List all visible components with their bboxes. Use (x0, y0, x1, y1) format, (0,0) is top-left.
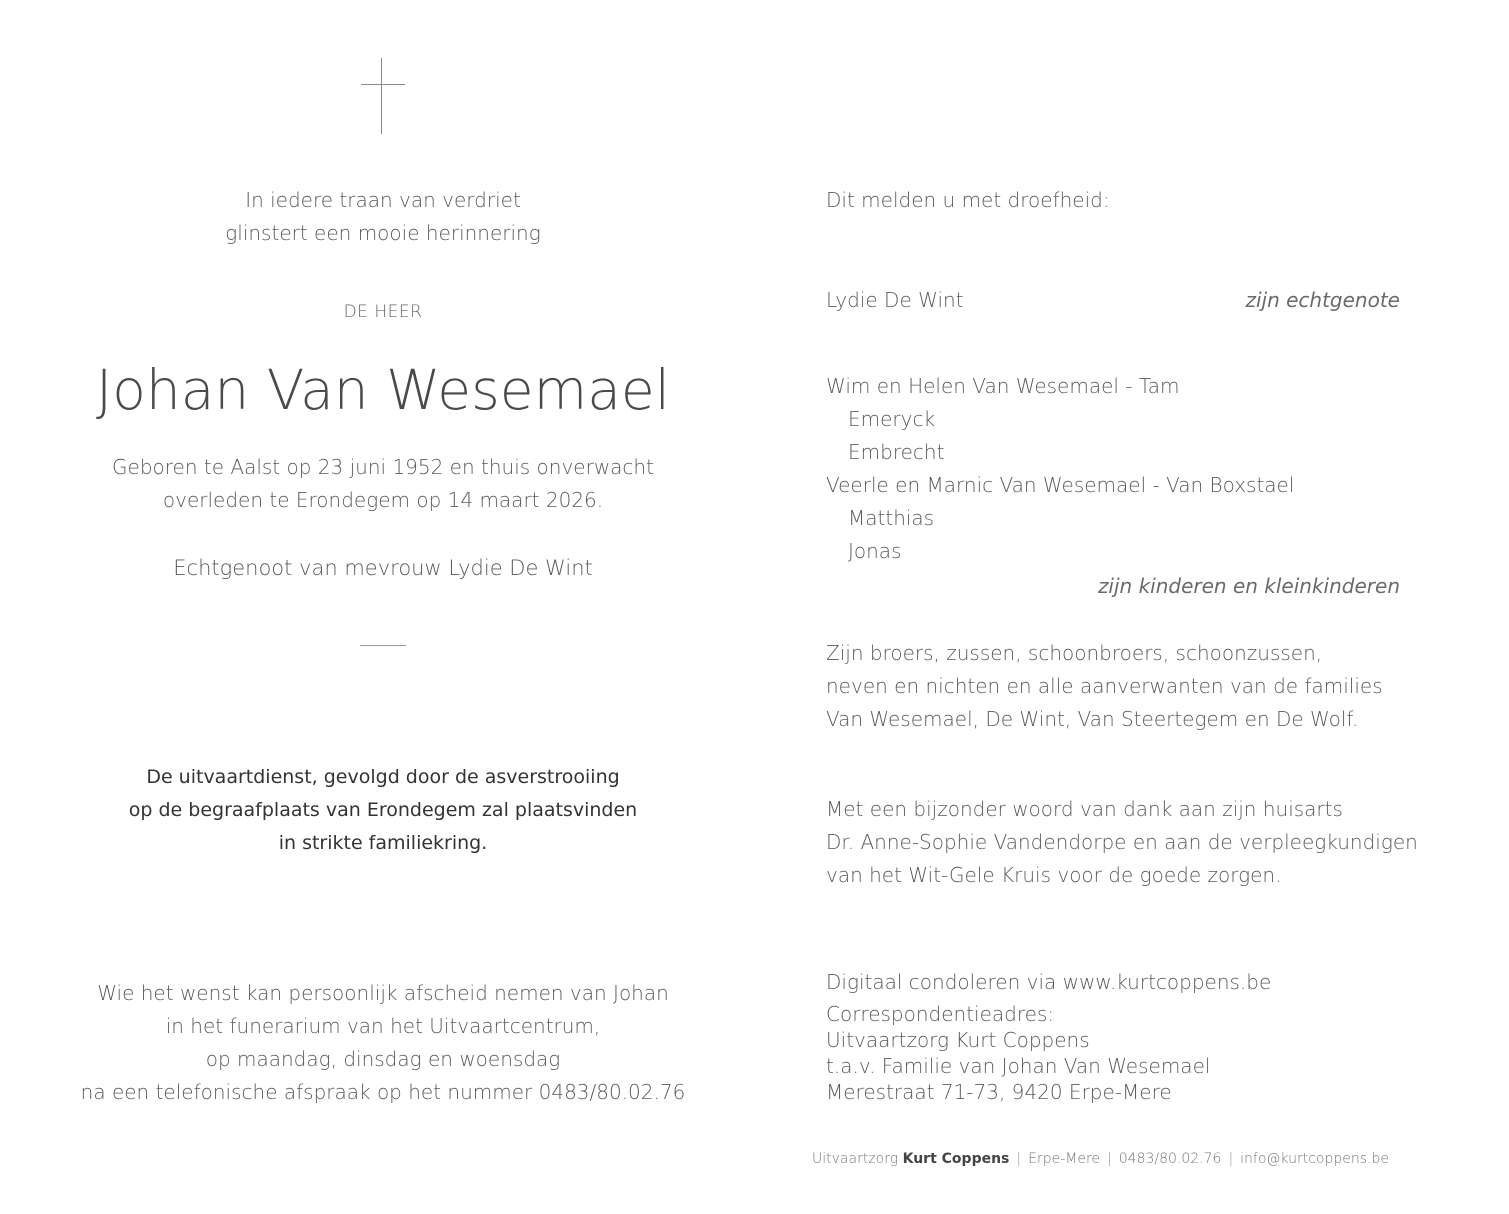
footer-brand: Kurt Coppens (902, 1151, 1010, 1167)
address-line: Merestraat 71-73, 9420 Erpe-Mere (826, 1080, 1172, 1104)
list-item: Veerle en Marnic Van Wesemael - Van Boxstael (826, 473, 1295, 497)
visitation-info (80, 977, 686, 1109)
visitation-line: op maandag, dinsdag en woensdag (205, 1047, 561, 1071)
family-info (826, 637, 1406, 736)
children-list (826, 370, 1406, 568)
funeral-line: De uitvaartdienst, gevolgd door de asverstrooiing (146, 766, 620, 788)
funeral-line: in strikte familiekring. (278, 832, 488, 854)
thanks-line: Dr. Anne-Sophie Vandendorpe en aan de verpleegkundigen (826, 830, 1418, 854)
quote-line: In iedere traan van verdriet (245, 188, 521, 212)
thanks-line: Met een bijzonder woord van dank aan zijn huisarts (826, 797, 1343, 821)
deceased-name: Johan Van Wesemael (95, 358, 671, 422)
footer-email[interactable]: info@kurtcoppens.be (1240, 1151, 1389, 1167)
spouse-name: Lydie De Wint (826, 288, 964, 312)
quote (90, 184, 676, 250)
address-line: Correspondentieadres: (826, 1002, 1055, 1026)
family-line: Van Wesemael, De Wint, Van Steertegem en De Wolf. (826, 707, 1359, 731)
address-line: t.a.v. Familie van Johan Van Wesemael (826, 1054, 1211, 1078)
cross-icon-horizontal (361, 84, 405, 85)
thanks-line: van het Wit-Gele Kruis voor de goede zorgen. (826, 863, 1282, 887)
contact-info (826, 969, 1406, 1105)
funeral-line: op de begraafplaats van Erondegem zal plaatsvinden (128, 799, 638, 821)
birth-death-line: overleden te Erondegem op 14 maart 2026. (162, 488, 604, 512)
footer-phone: 0483/80.02.76 (1118, 1151, 1222, 1167)
announcement-intro: Dit melden u met droefheid: (826, 188, 1110, 212)
separator: | (1107, 1151, 1112, 1167)
quote-line: glinstert een mooie herinnering (225, 221, 541, 245)
thanks-info (826, 793, 1418, 892)
list-item: Embrecht (848, 440, 945, 464)
visitation-line: Wie het wenst kan persoonlijk afscheid nemen van Johan (97, 981, 669, 1005)
birth-death-line: Geboren te Aalst op 23 juni 1952 en thuis onverwacht (112, 455, 654, 479)
children-role: zijn kinderen en kleinkinderen (1097, 574, 1400, 598)
funeral-info (90, 761, 676, 860)
visitation-line: na een telefonische afspraak op het nummer 0483/80.02.76 (80, 1080, 686, 1104)
list-item: Jonas (848, 539, 902, 563)
footer-location: Erpe-Mere (1028, 1151, 1101, 1167)
list-item: Wim en Helen Van Wesemael - Tam (826, 374, 1180, 398)
family-line: neven en nichten en alle aanverwanten van de families (826, 674, 1383, 698)
spouse-role: zijn echtgenote (1245, 288, 1400, 312)
list-item: Emeryck (848, 407, 936, 431)
condolence-link[interactable]: Digitaal condoleren via www.kurtcoppens.be (826, 970, 1272, 994)
visitation-line: in het funerarium van het Uitvaartcentrum, (165, 1014, 601, 1038)
footer (812, 1151, 1389, 1167)
family-line: Zijn broers, zussen, schoonbroers, schoonzussen, (826, 641, 1323, 665)
birth-death-info (90, 451, 676, 517)
cross-icon-vertical (381, 58, 382, 134)
honorific-title: DE HEER (343, 302, 423, 322)
footer-prefix: Uitvaartzorg (812, 1151, 899, 1167)
list-item: Matthias (848, 506, 935, 530)
separator: | (1228, 1151, 1234, 1167)
divider (360, 645, 406, 646)
separator: | (1016, 1151, 1022, 1167)
address-line: Uitvaartzorg Kurt Coppens (826, 1028, 1090, 1052)
spouse-line: Echtgenoot van mevrouw Lydie De Wint (173, 556, 593, 580)
